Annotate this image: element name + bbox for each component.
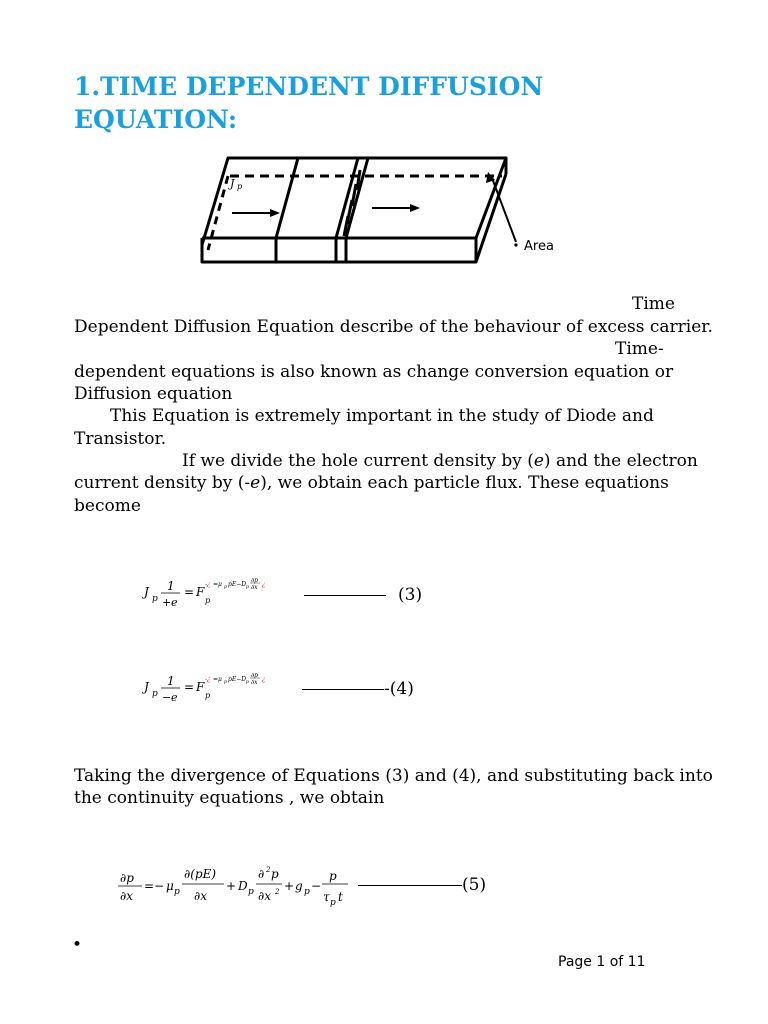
svg-text:p: p (174, 887, 180, 897)
svg-text:p: p (152, 689, 158, 699)
svg-text:p: p (152, 594, 158, 604)
svg-text:∂x: ∂x (251, 584, 258, 591)
svg-text:p: p (205, 691, 211, 700)
semiconductor-bar-figure (190, 150, 570, 270)
equation-5-number: (5) (462, 875, 487, 895)
equation-5-leader (358, 885, 462, 886)
paragraph-line (182, 450, 698, 473)
svg-text:1: 1 (167, 674, 175, 688)
svg-text:τ: τ (323, 890, 330, 904)
svg-text:-¿: -¿ (205, 581, 211, 588)
svg-text:e: e (171, 691, 178, 704)
svg-text:D: D (238, 879, 248, 893)
svg-text:=−: =− (144, 879, 165, 893)
svg-text:−: − (162, 691, 172, 704)
paragraph-text: ) and the electron (543, 451, 698, 471)
paragraph-text: ), we obtain each particle flux. These equations (260, 473, 669, 493)
svg-text:∂: ∂ (258, 867, 265, 881)
paragraph-line: Time- (615, 339, 664, 359)
svg-text:J: J (144, 680, 149, 694)
svg-text:p: p (271, 867, 279, 881)
svg-text:p: p (224, 585, 227, 590)
svg-text:t: t (338, 890, 343, 904)
svg-text:e: e (171, 596, 178, 609)
svg-text:+: + (284, 879, 295, 893)
svg-text:=: = (184, 680, 195, 694)
svg-text:p: p (205, 596, 211, 605)
paragraph-line (74, 472, 669, 495)
svg-text:p: p (246, 680, 249, 685)
svg-text:F: F (196, 585, 205, 599)
svg-text:∂p: ∂p (251, 672, 258, 679)
svg-text:2: 2 (266, 866, 271, 874)
paragraph-line: Time (632, 294, 675, 314)
paragraph-line: dependent equations is also known as change conversion equation or (74, 362, 674, 382)
svg-text:1: 1 (167, 579, 175, 593)
svg-text:∂x: ∂x (258, 889, 271, 903)
svg-text:p: p (329, 869, 337, 883)
paragraph-line: the continuity equations , we obtain (74, 788, 385, 808)
section-heading: 1.TIME DEPENDENT DIFFUSION EQUATION: (74, 72, 544, 134)
paragraph-line: Transistor. (74, 429, 167, 449)
paragraph-line: Dependent Diffusion Equation describe of the behaviour of excess carrier. (74, 317, 713, 337)
svg-text:p: p (330, 898, 336, 908)
paragraph-line: become (74, 496, 141, 516)
svg-text:J: J (144, 585, 149, 599)
paragraph-line: This Equation is extremely important in the study of Diode and (110, 406, 654, 426)
svg-text:∂x: ∂x (194, 889, 207, 903)
equation-4-leader (302, 689, 384, 690)
bullet-point: • (72, 935, 83, 955)
flux-label-subscript: p (237, 182, 243, 191)
paragraph-text: If we divide the hole current density by ( (182, 451, 534, 471)
equation-3-number: (3) (398, 585, 423, 605)
svg-text:+: + (162, 596, 172, 609)
svg-text:∂p: ∂p (251, 577, 258, 584)
svg-text:∂(pE): ∂(pE) (184, 867, 217, 881)
equation-5 (114, 860, 354, 910)
svg-text:p: p (304, 887, 310, 897)
equation-3-leader (304, 595, 386, 596)
svg-text:=μ: =μ (213, 676, 222, 683)
svg-text:p: p (248, 887, 254, 897)
svg-text:∂p: ∂p (120, 871, 134, 885)
paragraph-line: Taking the divergence of Equations (3) and (4), and substituting back into (74, 766, 713, 786)
equation-4-number: -(4) (384, 679, 414, 699)
flux-label: J (230, 177, 235, 190)
paragraph-line: Diffusion equation (74, 384, 233, 404)
svg-text:pE−D: pE−D (228, 676, 247, 683)
svg-text:+: + (226, 879, 237, 893)
svg-text:=μ: =μ (213, 581, 222, 588)
symbol-e: e (250, 473, 261, 493)
svg-text:F: F (196, 680, 205, 694)
svg-text:∂x: ∂x (120, 889, 133, 903)
svg-text:μ: μ (166, 879, 174, 893)
svg-text:¿: ¿ (262, 581, 266, 588)
page-footer: Page 1 of 11 (558, 954, 646, 970)
svg-text:¿: ¿ (262, 676, 266, 683)
svg-text:2: 2 (275, 888, 280, 896)
svg-text:=: = (184, 585, 195, 599)
svg-text:−: − (311, 879, 322, 893)
equation-3 (140, 572, 300, 614)
equation-4 (140, 666, 300, 708)
svg-text:-¿: -¿ (205, 676, 211, 683)
svg-text:p: p (224, 680, 227, 685)
symbol-e: e (533, 451, 544, 471)
svg-text:p: p (246, 585, 249, 590)
area-label: Area (524, 239, 554, 254)
paragraph-text: current density by (- (74, 473, 251, 493)
svg-text:∂x: ∂x (251, 679, 258, 686)
svg-text:g: g (295, 879, 303, 893)
svg-text:pE−D: pE−D (228, 581, 247, 588)
